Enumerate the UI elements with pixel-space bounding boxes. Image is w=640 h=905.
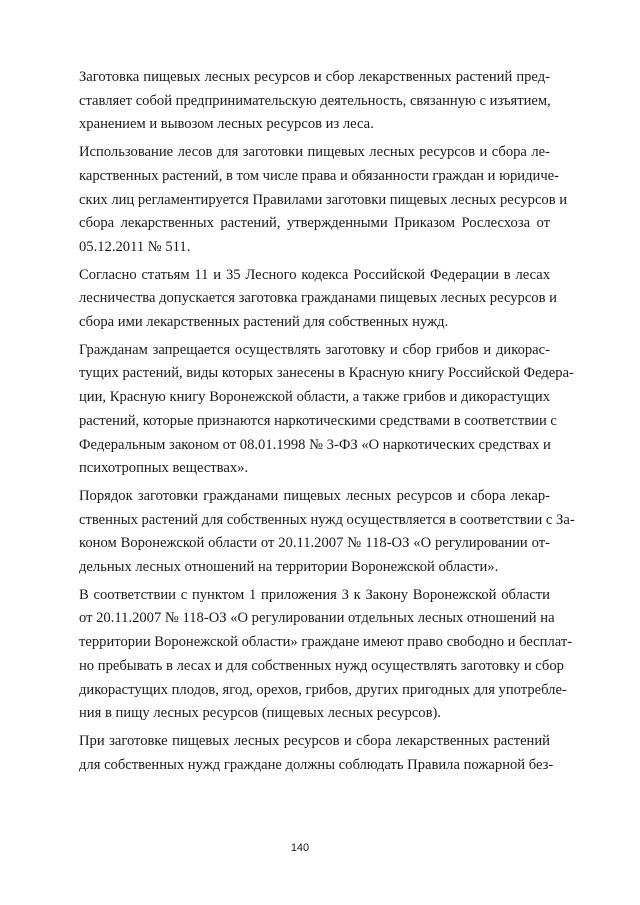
text-line: тущих растений, виды которых занесены в Красную книгу Российской Федера- <box>79 365 574 382</box>
text-line: ставляет собой предпринимательскую деятельность, связанную с изъятием, <box>79 92 551 109</box>
text-body <box>50 66 575 781</box>
text-line: сбора лекарственных растений, утвержденными Приказом Рослесхоза от <box>79 215 550 232</box>
text-line: Заготовка пищевых лесных ресурсов и сбор лекарственных растений пред- <box>79 69 550 85</box>
text-line: для собственных нужд граждане должны соблюдать Правила пожарной без- <box>79 756 554 773</box>
page-number: 140 <box>290 842 310 854</box>
paragraph <box>50 339 574 481</box>
paragraph <box>50 584 573 726</box>
text-line: коном Воронежской области от 20.11.2007 № 118-ОЗ «О регулировании от- <box>79 535 550 552</box>
text-line: от 20.11.2007 № 118-ОЗ «О регулировании отдельных лесных отношений на <box>79 610 555 627</box>
paragraph <box>50 264 557 335</box>
text-line: но пребывать в лесах и для собственных нужд осуществлять заготовку и сбор <box>79 657 564 674</box>
text-line: В соответствии с пунктом 1 приложения 3 к Закону Воронежской области <box>79 586 550 603</box>
paragraph <box>50 66 550 137</box>
text-line: лесничества допускается заготовка гражданами пищевых лесных ресурсов и <box>79 290 557 307</box>
text-line: При заготовке пищевых лесных ресурсов и сбора лекарственных растений <box>79 732 550 749</box>
text-line: дельных лесных отношений на территории Воронежской области». <box>79 559 499 576</box>
text-line: хранением и вывозом лесных ресурсов из леса. <box>79 116 374 133</box>
text-line: Согласно статьям 11 и 35 Лесного кодекса Российской Федерации в лесах <box>79 266 550 283</box>
paragraph <box>50 730 554 777</box>
text-line: Порядок заготовки гражданами пищевых лесных ресурсов и сбора лекар- <box>79 487 550 504</box>
text-line: дикорастущих плодов, ягод, орехов, грибов, других пригодных для употребле- <box>79 681 567 698</box>
text-line: территории Воронежской области» граждане имеют право свободно и бесплат- <box>79 634 573 651</box>
text-line: ции, Красную книгу Воронежской области, а также грибов и дикорастущих <box>79 389 550 406</box>
text-line: растений, которые признаются наркотическими средствами в соответствии с <box>79 412 557 429</box>
paragraph <box>50 485 575 580</box>
paragraph <box>50 141 568 260</box>
text-line: Федеральным законом от 08.01.1998 № 3-ФЗ «О наркотических средствах и <box>79 436 551 453</box>
text-line: ния в пищу лесных ресурсов (пищевых лесных ресурсов). <box>79 705 442 722</box>
text-line: Гражданам запрещается осуществлять заготовку и сбор грибов и дикорас- <box>79 341 550 358</box>
text-line: карственных растений, в том числе права и обязанности граждан и юридиче- <box>79 167 560 184</box>
text-line: Использование лесов для заготовки пищевых лесных ресурсов и сбора ле- <box>79 144 550 161</box>
text-line: сбора ими лекарственных растений для собственных нужд. <box>79 314 449 331</box>
text-line: психотропных веществах». <box>79 460 249 477</box>
text-line: ских лиц регламентируется Правилами заготовки пищевых лесных ресурсов и <box>79 191 568 208</box>
text-line: 05.12.2011 № 511. <box>79 238 191 255</box>
text-line: ственных растений для собственных нужд осуществляется в соответствии с За- <box>79 511 575 528</box>
